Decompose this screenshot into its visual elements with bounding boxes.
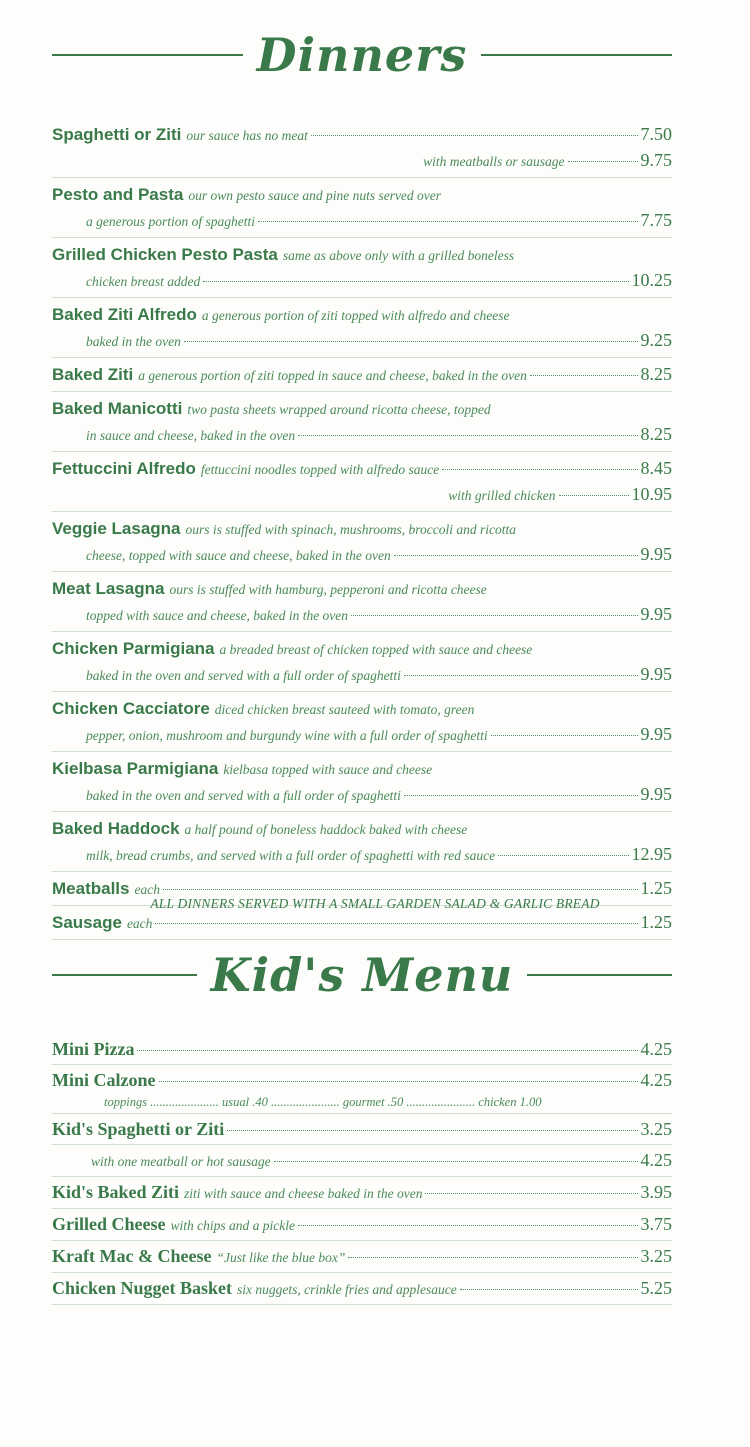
- menu-item-description-cont: in sauce and cheese, baked in the oven: [86, 428, 296, 443]
- dot-leader: [274, 1161, 638, 1162]
- menu-item-subline: [52, 148, 672, 174]
- menu-item-line: [52, 842, 672, 868]
- menu-item-description: two pasta sheets wrapped around ricotta cheese, topped: [187, 402, 491, 417]
- menu-item-price: 8.25: [640, 364, 672, 384]
- dot-leader: [298, 1225, 638, 1226]
- menu-item-line: [52, 636, 672, 662]
- menu-item-price: 4.25: [640, 1039, 672, 1059]
- menu-item-sub-description: with meatballs or sausage: [423, 154, 565, 169]
- title-rule-left: [52, 974, 197, 976]
- menu-item: [52, 1241, 672, 1273]
- menu-item: [52, 1114, 672, 1145]
- menu-item-line: [52, 516, 672, 542]
- menu-item: [52, 358, 672, 392]
- dot-leader: [159, 1081, 638, 1082]
- dot-leader: [203, 281, 628, 282]
- dot-leader: [311, 135, 638, 136]
- dot-leader: [394, 555, 638, 556]
- menu-item: [52, 632, 672, 692]
- menu-item-description-cont: a generous portion of spaghetti: [86, 214, 255, 229]
- menu-item-price: 12.95: [631, 844, 672, 864]
- menu-item-subline: [52, 482, 672, 508]
- menu-item-name: Baked Ziti: [52, 365, 134, 384]
- title-rule-right: [481, 54, 672, 56]
- menu-item: [52, 512, 672, 572]
- menu-item-line: [52, 1148, 672, 1174]
- menu-item-price: 3.25: [640, 1246, 672, 1266]
- menu-item-line: [52, 1037, 672, 1062]
- menu-item-line: [52, 696, 672, 722]
- menu-item-line: [52, 782, 672, 808]
- dot-leader: [298, 435, 637, 436]
- menu-item: [52, 1177, 672, 1209]
- menu-item-description: a half pound of boneless haddock baked with cheese: [184, 822, 468, 837]
- menu-item-line: [52, 816, 672, 842]
- menu-item-description-cont: baked in the oven: [86, 334, 181, 349]
- menu-item-description-cont: baked in the oven and served with a full order of spaghetti: [86, 668, 401, 683]
- menu-item-line: [52, 1068, 672, 1093]
- menu-item-description-cont: pepper, onion, mushroom and burgundy wine with a full order of spaghetti: [86, 728, 488, 743]
- menu-item-price: 5.25: [640, 1278, 672, 1298]
- dot-leader: [460, 1289, 638, 1290]
- title-rule-left: [52, 54, 243, 56]
- menu-item-price: 9.95: [640, 664, 672, 684]
- menu-item: [52, 178, 672, 238]
- toppings-line: toppings ...................... usual .40 ...................... gourmet .50 ...................... chicken 1.00: [104, 1095, 542, 1109]
- menu-item-description: our own pesto sauce and pine nuts served over: [188, 188, 442, 203]
- menu-item-price: 1.25: [640, 912, 672, 932]
- menu-item-description: diced chicken breast sauteed with tomato, green: [214, 702, 475, 717]
- menu-item: [52, 692, 672, 752]
- menu-item-description: kielbasa topped with sauce and cheese: [223, 762, 433, 777]
- menu-item-description: each: [134, 882, 160, 897]
- menu-item: [52, 298, 672, 358]
- menu-item: [52, 452, 672, 512]
- menu-item-line: [52, 1276, 672, 1302]
- menu-item-description: ours is stuffed with hamburg, pepperoni and ricotta cheese: [169, 582, 487, 597]
- menu-item-line: [52, 1212, 672, 1238]
- menu-item-price: 7.50: [640, 124, 672, 144]
- kids-title: Kid's Menu: [210, 948, 514, 1002]
- menu-item-name: Veggie Lasagna: [52, 519, 181, 538]
- menu-item: [52, 238, 672, 298]
- menu-item-description: a generous portion of ziti topped with alfredo and cheese: [201, 308, 510, 323]
- menu-item-description: our sauce has no meat: [186, 128, 308, 143]
- menu-item-description: with chips and a pickle: [170, 1218, 295, 1233]
- menu-item-name: Mini Calzone: [52, 1070, 156, 1090]
- menu-item-description-cont: milk, bread crumbs, and served with a full order of spaghetti with red sauce: [86, 848, 496, 863]
- menu-item-line: [52, 268, 672, 294]
- dot-leader: [155, 923, 637, 924]
- dot-leader: [425, 1193, 637, 1194]
- menu-item-description: same as above only with a grilled boneless: [282, 248, 515, 263]
- menu-item-name: Chicken Cacciatore: [52, 699, 210, 718]
- dot-leader: [404, 795, 638, 796]
- menu-item-price: 8.25: [640, 424, 672, 444]
- menu-item-price: 1.25: [640, 878, 672, 898]
- dot-leader: [137, 1050, 637, 1051]
- menu-item-sub-description: with grilled chicken: [448, 488, 556, 503]
- menu-item-line: [52, 362, 672, 388]
- dot-leader: [163, 889, 638, 890]
- menu-item: [52, 752, 672, 812]
- menu-item: [52, 1034, 672, 1065]
- menu-item-description: a breaded breast of chicken topped with sauce and cheese: [219, 642, 533, 657]
- dot-leader: [258, 221, 638, 222]
- menu-item-description: six nuggets, crinkle fries and applesauce: [237, 1282, 457, 1297]
- menu-item-name: Meatballs: [52, 879, 130, 898]
- title-rule-right: [527, 974, 672, 976]
- menu-item-line: [52, 328, 672, 354]
- dot-leader: [348, 1257, 637, 1258]
- dinners-menu-list: [52, 118, 672, 940]
- menu-item-line: [52, 542, 672, 568]
- dot-leader: [498, 855, 628, 856]
- menu-item-name: Baked Manicotti: [52, 399, 183, 418]
- menu-item: [52, 1145, 672, 1177]
- menu-item-description: each: [126, 916, 153, 931]
- dot-leader: [351, 615, 637, 616]
- menu-item-line: [52, 396, 672, 422]
- menu-item-description: ours is stuffed with spinach, mushrooms, broccoli and ricotta: [185, 522, 517, 537]
- menu-item-name: Baked Haddock: [52, 819, 180, 838]
- menu-item: [52, 1209, 672, 1241]
- menu-item: [52, 1065, 672, 1114]
- menu-item-line: [52, 910, 672, 936]
- menu-item-name: Meat Lasagna: [52, 579, 165, 598]
- menu-item-line: [52, 576, 672, 602]
- menu-item-line: [52, 722, 672, 748]
- menu-item-line: [52, 1117, 672, 1142]
- dinners-header: [52, 28, 672, 82]
- menu-item-description: “Just like the blue box”: [216, 1250, 346, 1265]
- menu-item-line: [52, 422, 672, 448]
- dot-leader: [227, 1130, 637, 1131]
- dot-leader: [404, 675, 638, 676]
- menu-item-sub-price: 10.95: [631, 484, 672, 504]
- dot-leader: [491, 735, 638, 736]
- kids-menu-list: [52, 1034, 672, 1305]
- menu-item-line: [52, 182, 672, 208]
- menu-item: [52, 1273, 672, 1305]
- menu-item-line: [52, 122, 672, 148]
- menu-item-line: [52, 756, 672, 782]
- dot-leader: [559, 495, 629, 496]
- menu-item-price: 4.25: [640, 1070, 672, 1090]
- menu-item-description: fettuccini noodles topped with alfredo sauce: [200, 462, 440, 477]
- menu-item-sub-price: 9.75: [640, 150, 672, 170]
- menu-item-name: Pesto and Pasta: [52, 185, 184, 204]
- menu-item-description-cont: cheese, topped with sauce and cheese, baked in the oven: [86, 548, 391, 563]
- menu-item-name: Sausage: [52, 913, 122, 932]
- menu-item-name: Chicken Parmigiana: [52, 639, 215, 658]
- menu-item-line: [52, 302, 672, 328]
- menu-item-line: [52, 662, 672, 688]
- menu-item-line: [52, 208, 672, 234]
- menu-item-price: 9.95: [640, 784, 672, 804]
- menu-item-price: 9.95: [640, 724, 672, 744]
- menu-item-line: [52, 602, 672, 628]
- menu-item-price: 3.25: [640, 1119, 672, 1139]
- menu-item-name: Kielbasa Parmigiana: [52, 759, 219, 778]
- menu-item: [52, 118, 672, 178]
- menu-item-price: 9.25: [640, 330, 672, 350]
- menu-item-line: [52, 1180, 672, 1206]
- menu-item-name: Baked Ziti Alfredo: [52, 305, 197, 324]
- menu-item-description-cont: chicken breast added: [86, 274, 201, 289]
- menu-item-name: Chicken Nugget Basket: [52, 1278, 233, 1298]
- menu-item-price: 10.25: [631, 270, 672, 290]
- menu-item: [52, 392, 672, 452]
- dot-leader: [568, 161, 638, 162]
- menu-item-name: Mini Pizza: [52, 1039, 135, 1059]
- menu-item-price: 9.95: [640, 604, 672, 624]
- menu-item-name: Grilled Chicken Pesto Pasta: [52, 245, 278, 264]
- menu-item-name: Grilled Cheese: [52, 1214, 166, 1234]
- dot-leader: [530, 375, 638, 376]
- dinners-title: Dinners: [256, 28, 468, 82]
- menu-item-price: 3.75: [640, 1214, 672, 1234]
- menu-item-name: Kid's Spaghetti or Ziti: [52, 1119, 225, 1139]
- menu-item-line: [52, 242, 672, 268]
- menu-item-price: 8.45: [640, 458, 672, 478]
- menu-item: [52, 572, 672, 632]
- dot-leader: [184, 341, 638, 342]
- menu-item-description-cont: topped with sauce and cheese, baked in the oven: [86, 608, 349, 623]
- menu-item-line: [52, 1244, 672, 1270]
- menu-item-price: 3.95: [640, 1182, 672, 1202]
- menu-item-description: with one meatball or hot sausage: [91, 1154, 271, 1169]
- menu-item-price: 4.25: [640, 1150, 672, 1170]
- menu-item-description: ziti with sauce and cheese baked in the oven: [184, 1186, 423, 1201]
- menu-item-description-cont: baked in the oven and served with a full order of spaghetti: [86, 788, 401, 803]
- kids-header: [52, 948, 672, 1002]
- menu-item-name: Kid's Baked Ziti: [52, 1182, 180, 1202]
- menu-item-description: a generous portion of ziti topped in sauce and cheese, baked in the oven: [138, 368, 527, 383]
- menu-item-name: Spaghetti or Ziti: [52, 125, 182, 144]
- menu-item: [52, 812, 672, 872]
- menu-item-price: 7.75: [640, 210, 672, 230]
- menu-item-line: [52, 456, 672, 482]
- dinners-note: ALL DINNERS SERVED WITH A SMALL GARDEN SALAD & GARLIC BREAD: [150, 896, 600, 911]
- menu-item-price: 9.95: [640, 544, 672, 564]
- dot-leader: [442, 469, 637, 470]
- menu-item-name: Fettuccini Alfredo: [52, 459, 196, 478]
- menu-item-name: Kraft Mac & Cheese: [52, 1246, 212, 1266]
